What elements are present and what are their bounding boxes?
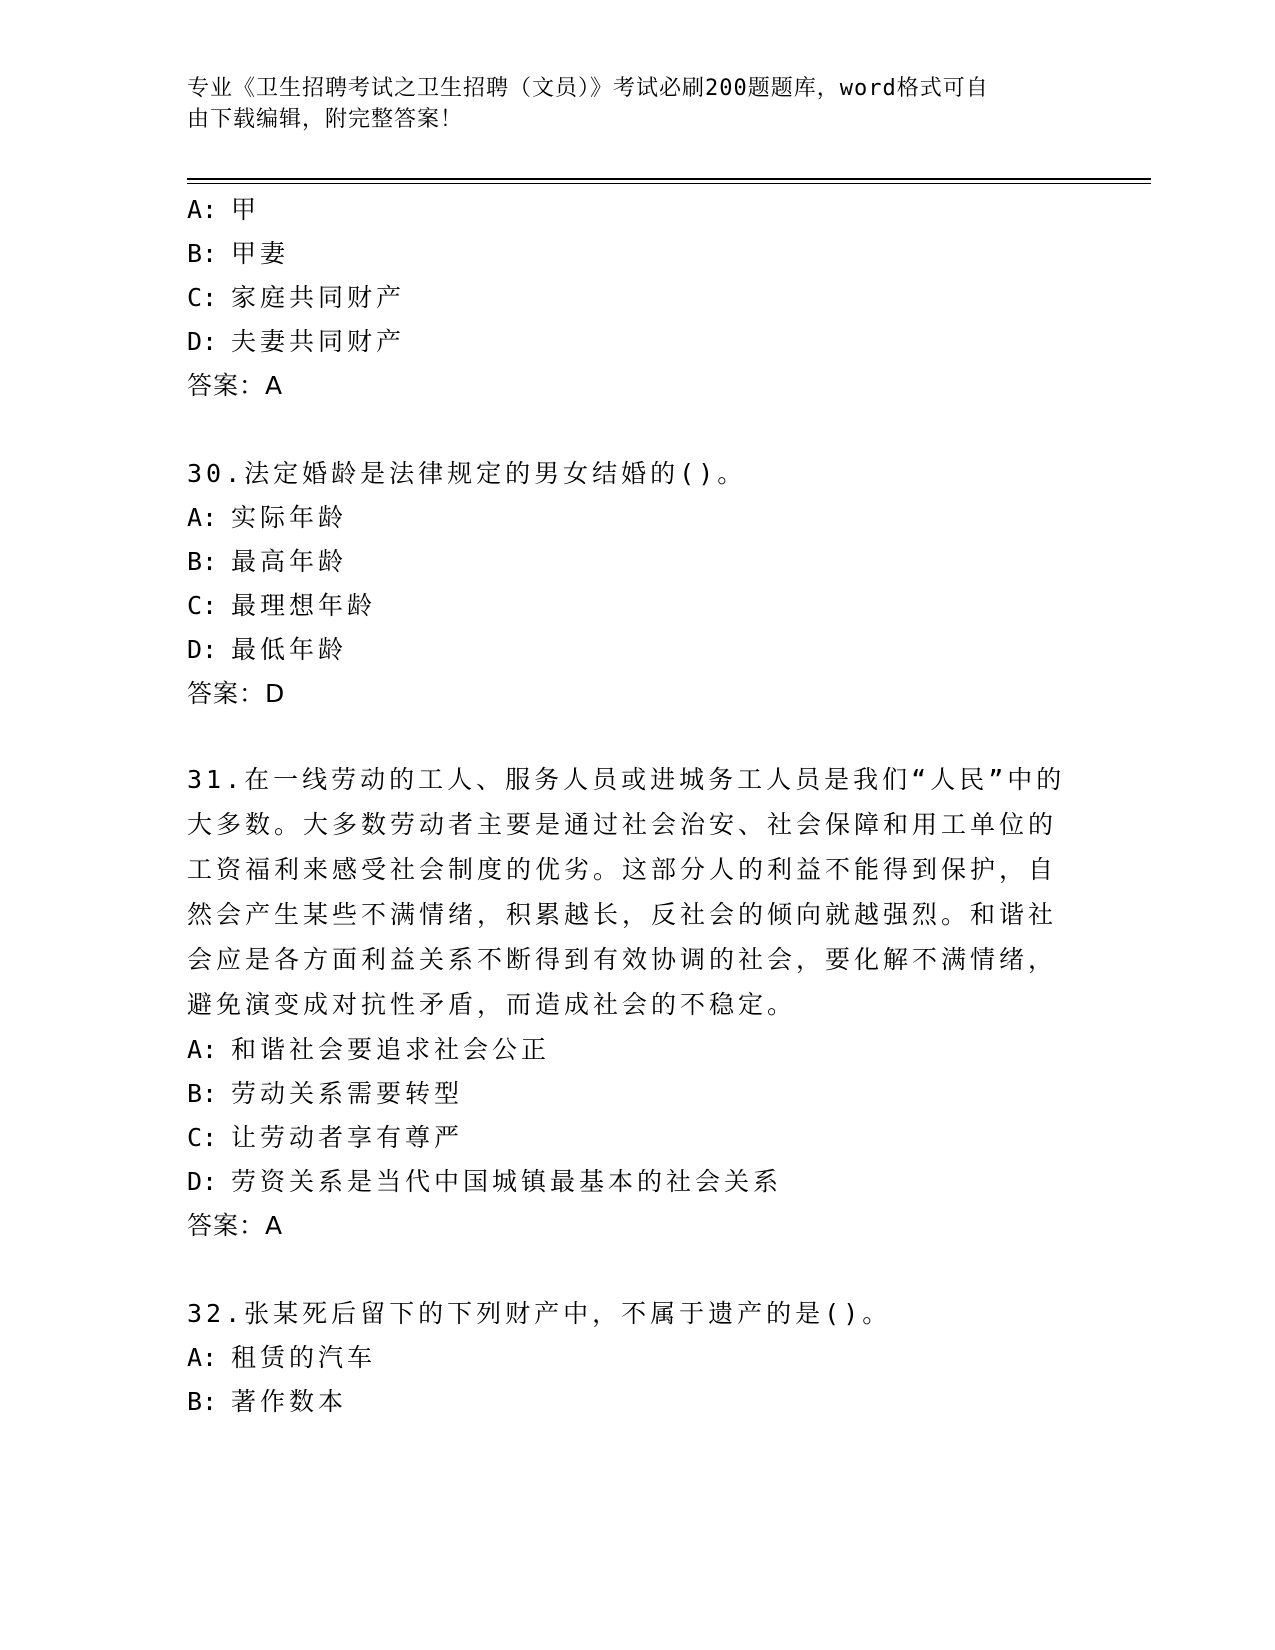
q31-question-line-5: 会应是各方面利益关系不断得到有效协调的社会，要化解不满情绪， <box>187 945 1058 974</box>
q31-question-line-1: 31.在一线劳动的工人、服务人员或进城务工人员是我们“人民”中的 <box>187 765 1066 794</box>
q29-answer: 答案：A <box>187 371 284 400</box>
option-text: 家庭共同财产 <box>231 283 406 312</box>
option-label: A: <box>187 1343 218 1372</box>
q29-option-d <box>187 326 405 358</box>
q29-option-b <box>187 238 289 270</box>
option-text: 最低年龄 <box>231 635 348 664</box>
q30-answer: 答案：D <box>187 679 286 708</box>
q29-option-c <box>187 282 405 314</box>
option-text: 劳资关系是当代中国城镇最基本的社会关系 <box>231 1167 783 1196</box>
option-text: 甲 <box>231 195 261 224</box>
option-label: B: <box>187 547 218 576</box>
q31-option-c <box>187 1122 463 1154</box>
q31-question-line-2: 大多数。大多数劳动者主要是通过社会治安、社会保障和用工单位的 <box>187 810 1058 839</box>
q32-question: 32.张某死后留下的下列财产中，不属于遗产的是()。 <box>187 1299 892 1328</box>
q31-question-line-4: 然会产生某些不满情绪，积累越长，反社会的倾向就越强烈。和谐社 <box>187 900 1058 929</box>
option-text: 劳动关系需要转型 <box>231 1079 464 1108</box>
option-label: D: <box>187 327 218 356</box>
option-text: 实际年龄 <box>231 503 348 532</box>
option-label: C: <box>187 591 218 620</box>
q32-option-a <box>187 1342 376 1374</box>
option-text: 甲妻 <box>231 239 290 268</box>
q30-option-b <box>187 546 347 578</box>
option-label: A: <box>187 195 218 224</box>
header-divider-thin <box>187 183 1151 184</box>
header-divider-thick <box>187 178 1151 180</box>
option-label: C: <box>187 1123 218 1152</box>
header-line-1: 专业《卫生招聘考试之卫生招聘（文员）》考试必刷200题题库，word格式可自 <box>187 76 989 101</box>
option-text: 让劳动者享有尊严 <box>231 1123 464 1152</box>
q30-option-d <box>187 634 347 666</box>
q30-option-c <box>187 590 376 622</box>
q31-option-a <box>187 1034 550 1066</box>
option-text: 最理想年龄 <box>231 591 377 620</box>
option-label: C: <box>187 283 218 312</box>
option-label: B: <box>187 239 218 268</box>
q29-option-a <box>187 194 260 226</box>
document-header <box>187 73 1067 135</box>
q32-option-b <box>187 1386 347 1418</box>
option-text: 著作数本 <box>231 1387 348 1416</box>
option-label: D: <box>187 635 218 664</box>
option-label: B: <box>187 1079 218 1108</box>
option-text: 和谐社会要追求社会公正 <box>231 1035 551 1064</box>
q31-question-line-3: 工资福利来感受社会制度的优劣。这部分人的利益不能得到保护，自 <box>187 855 1058 884</box>
option-label: A: <box>187 1035 218 1064</box>
header-line-2: 由下载编辑，附完整答案！ <box>187 107 464 132</box>
q30-question: 30.法定婚龄是法律规定的男女结婚的()。 <box>187 459 747 488</box>
option-text: 租赁的汽车 <box>231 1343 377 1372</box>
option-label: B: <box>187 1387 218 1416</box>
option-label: D: <box>187 1167 218 1196</box>
option-label: A: <box>187 503 218 532</box>
q31-option-d <box>187 1166 782 1198</box>
q31-answer: 答案：A <box>187 1211 284 1240</box>
q31-question-line-6: 避免演变成对抗性矛盾，而造成社会的不稳定。 <box>187 990 797 1019</box>
option-text: 最高年龄 <box>231 547 348 576</box>
q31-option-b <box>187 1078 463 1110</box>
q30-option-a <box>187 502 347 534</box>
option-text: 夫妻共同财产 <box>231 327 406 356</box>
